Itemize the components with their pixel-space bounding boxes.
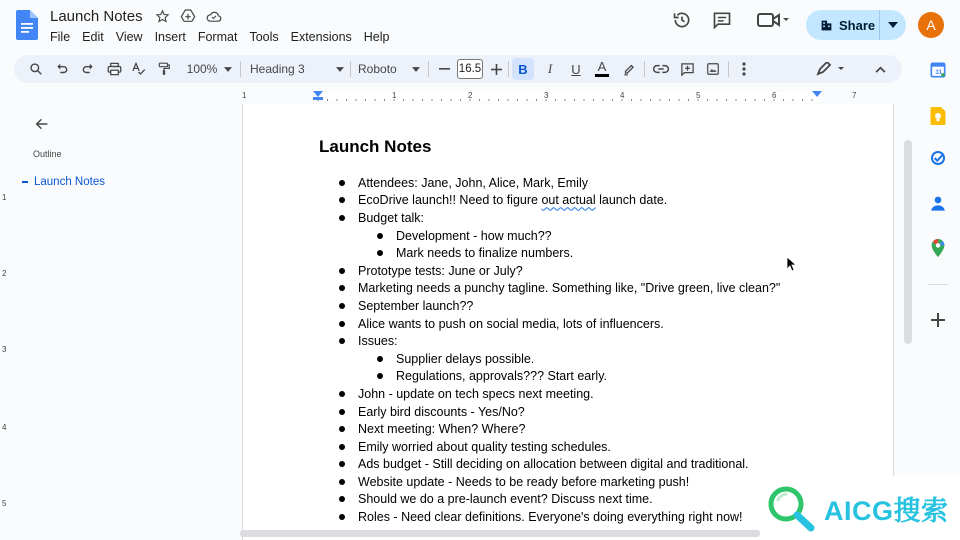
increase-font-size-icon[interactable] (488, 55, 504, 83)
menu-extensions[interactable]: Extensions (290, 30, 352, 44)
menu-file[interactable]: File (50, 30, 71, 44)
vertical-ruler[interactable] (0, 104, 12, 540)
toolbar-divider (508, 61, 509, 77)
list-item-text: Alice wants to push on social media, lots of influencers. (358, 316, 664, 331)
list-item-text: Website update - Needs to be ready before marketing push! (358, 474, 690, 489)
menu-help[interactable]: Help (363, 30, 390, 44)
toolbar (14, 55, 902, 83)
list-item[interactable] (339, 174, 780, 192)
svg-text:31: 31 (935, 70, 943, 76)
horizontal-scrollbar[interactable] (240, 530, 760, 537)
list-item[interactable] (339, 491, 780, 509)
share-button[interactable] (806, 10, 906, 40)
list-item-text (358, 193, 667, 207)
text-color-button[interactable] (591, 55, 613, 83)
bullet-dot (339, 197, 345, 203)
list-item-text: Budget talk: (358, 210, 425, 225)
vruler-number: 3 (2, 345, 7, 354)
magnifier-logo-icon (764, 482, 820, 534)
list-item[interactable] (339, 456, 780, 474)
list-item-text: Emily worried about quality testing schedules. (358, 439, 611, 454)
keep-icon[interactable] (928, 106, 948, 126)
font-value: Roboto (358, 62, 397, 76)
list-item[interactable] (339, 262, 780, 280)
search-menus-icon[interactable] (26, 55, 46, 83)
bullet-dot (339, 321, 345, 327)
share-label: Share (839, 17, 876, 33)
link-icon[interactable] (651, 55, 671, 83)
list-item[interactable] (339, 420, 780, 438)
ruler-number: 1 (242, 91, 247, 100)
app-header (0, 0, 960, 52)
menu-format[interactable]: Format (197, 30, 238, 44)
ruler-number: 5 (696, 91, 701, 100)
contacts-icon[interactable] (928, 194, 948, 214)
list-item-text: Ads budget - Still deciding on allocation between digital and traditional. (358, 457, 749, 472)
share-dropdown-icon[interactable] (880, 10, 906, 40)
bullet-dot (339, 514, 345, 520)
list-item[interactable] (339, 244, 780, 262)
italic-button[interactable]: I (547, 61, 553, 76)
zoom-select[interactable] (180, 55, 224, 83)
ruler-number: 2 (468, 91, 473, 100)
add-comment-icon[interactable] (677, 55, 697, 83)
list-item-text: September launch?? (358, 298, 474, 313)
meet-icon[interactable] (756, 10, 790, 35)
watermark-text: AICG搜索 (824, 495, 949, 526)
bullet-dot (339, 180, 345, 186)
menu-edit[interactable]: Edit (82, 30, 104, 44)
bullet-dot (339, 338, 345, 344)
list-item-text: Should we do a pre-launch event? Discuss next time. (358, 492, 653, 507)
side-panel (918, 52, 960, 540)
comments-icon[interactable] (712, 10, 732, 35)
side-panel-divider (928, 284, 948, 285)
toolbar-divider (240, 61, 241, 77)
cloud-saved-icon[interactable] (206, 8, 222, 24)
chevron-down-icon[interactable] (410, 55, 422, 83)
paragraph-style-select[interactable] (250, 55, 330, 83)
document-heading[interactable]: Launch Notes (319, 137, 432, 156)
more-options-icon[interactable] (736, 55, 752, 83)
bullet-dot (339, 444, 345, 450)
bullet-dot (339, 426, 345, 432)
bullet-dot (339, 496, 345, 502)
spelling-check-icon[interactable] (128, 55, 148, 83)
list-item[interactable] (339, 192, 780, 210)
font-size-input[interactable]: 16.5 (457, 59, 483, 79)
toolbar-divider (644, 61, 645, 77)
maps-icon[interactable] (928, 238, 948, 258)
list-item[interactable] (339, 280, 780, 298)
move-to-drive-icon[interactable] (180, 8, 196, 24)
list-item[interactable] (339, 350, 780, 368)
horizontal-ruler[interactable] (242, 89, 902, 103)
bold-button[interactable]: B (512, 58, 534, 80)
avatar[interactable]: A (918, 12, 944, 38)
list-item[interactable] (339, 227, 780, 245)
outline-label: Outline (33, 149, 62, 159)
docs-logo-icon[interactable] (16, 10, 38, 40)
tasks-icon[interactable] (928, 148, 948, 168)
bullet-dot (377, 250, 383, 256)
list-item-text: Early bird discounts - Yes/No? (358, 404, 525, 419)
font-select[interactable] (358, 55, 414, 83)
print-icon[interactable] (104, 55, 124, 83)
mouse-pointer-icon (786, 256, 798, 272)
outline-item-launch-notes[interactable] (22, 176, 105, 188)
watermark-logo (760, 476, 960, 540)
document-outline-panel (14, 104, 240, 540)
document-page[interactable] (242, 104, 894, 540)
menu-bar (50, 30, 402, 44)
undo-icon[interactable] (52, 55, 72, 83)
list-item-text: Issues: (358, 334, 398, 349)
list-item[interactable] (339, 385, 780, 403)
list-item[interactable] (339, 209, 780, 227)
bullet-dot (377, 373, 383, 379)
zoom-value: 100% (186, 62, 218, 76)
outline-dash (22, 181, 28, 183)
highlight-icon[interactable] (619, 55, 639, 83)
list-item[interactable] (339, 473, 780, 491)
list-item[interactable] (339, 438, 780, 456)
vruler-number: 5 (2, 499, 7, 508)
vertical-scrollbar[interactable] (904, 140, 912, 344)
underline-button[interactable]: U (571, 61, 581, 77)
text-segment: launch date. (595, 193, 668, 208)
bullet-dot (377, 233, 383, 239)
bullet-list[interactable] (339, 174, 780, 526)
list-item[interactable] (339, 368, 780, 386)
menu-tools[interactable]: Tools (249, 30, 279, 44)
spelling-suggestion[interactable]: out actual (541, 193, 596, 208)
list-item[interactable] (339, 297, 780, 315)
bullet-dot (339, 268, 345, 274)
text-segment: EcoDrive launch!! Need to figure (358, 193, 542, 208)
collapse-toolbar-icon[interactable] (870, 55, 890, 83)
ruler-number: 4 (620, 91, 625, 100)
bullet-dot (339, 479, 345, 485)
chevron-down-icon[interactable] (334, 55, 346, 83)
ruler-number: 6 (772, 91, 777, 100)
list-item[interactable] (339, 332, 780, 350)
list-item-text: Next meeting: When? Where? (358, 422, 526, 437)
toolbar-divider (728, 61, 729, 77)
toolbar-divider (428, 61, 429, 77)
calendar-icon[interactable] (928, 60, 948, 80)
bullet-dot (339, 303, 345, 309)
list-item[interactable] (339, 315, 780, 333)
ruler-number: 1 (392, 91, 397, 100)
version-history-icon[interactable] (672, 10, 692, 35)
bullet-dot (339, 215, 345, 221)
redo-icon[interactable] (78, 55, 98, 83)
building-icon (820, 19, 833, 32)
list-item-text: John - update on tech specs next meeting. (358, 386, 594, 401)
menu-insert[interactable]: Insert (154, 30, 186, 44)
vruler-number: 2 (2, 269, 7, 278)
vruler-number: 4 (2, 423, 7, 432)
bullet-dot (339, 285, 345, 291)
decrease-font-size-icon[interactable] (436, 55, 452, 83)
text-color-label: A (597, 59, 607, 74)
list-item-text: Development - how much?? (396, 228, 552, 243)
list-item-text: Mark needs to finalize numbers. (396, 246, 574, 261)
list-item-text: Supplier delays possible. (396, 351, 535, 366)
add-icon[interactable] (928, 310, 948, 330)
ruler-number: 7 (852, 91, 857, 100)
list-item-text: Roles - Need clear definitions. Everyone's doing everything right now! (358, 510, 743, 525)
vruler-number: 1 (2, 193, 7, 202)
outline-item-label: Launch Notes (34, 176, 105, 188)
insert-image-icon[interactable] (703, 55, 723, 83)
ruler-number: 3 (544, 91, 549, 100)
list-item-text: Attendees: Jane, John, Alice, Mark, Emily (358, 175, 588, 190)
back-arrow-icon[interactable] (34, 116, 50, 137)
bullet-dot (339, 461, 345, 467)
text-color-swatch (595, 74, 609, 77)
list-item[interactable] (339, 403, 780, 421)
style-value: Heading 3 (250, 62, 305, 76)
paint-format-icon[interactable] (154, 55, 174, 83)
toolbar-divider (350, 61, 351, 77)
star-icon[interactable] (154, 8, 170, 24)
list-item[interactable] (339, 508, 780, 526)
bullet-dot (339, 391, 345, 397)
list-item-text: Regulations, approvals??? Start early. (396, 369, 607, 384)
chevron-down-icon[interactable] (222, 55, 234, 83)
bullet-dot (339, 409, 345, 415)
menu-view[interactable]: View (115, 30, 143, 44)
bullet-dot (377, 356, 383, 362)
first-line-indent-marker[interactable] (313, 97, 323, 100)
document-title[interactable]: Launch Notes (50, 8, 143, 25)
list-item-text: Prototype tests: June or July? (358, 263, 523, 278)
editing-mode-icon[interactable] (814, 55, 848, 83)
list-item-text: Marketing needs a punchy tagline. Something like, "Drive green, live clean?" (358, 281, 781, 296)
